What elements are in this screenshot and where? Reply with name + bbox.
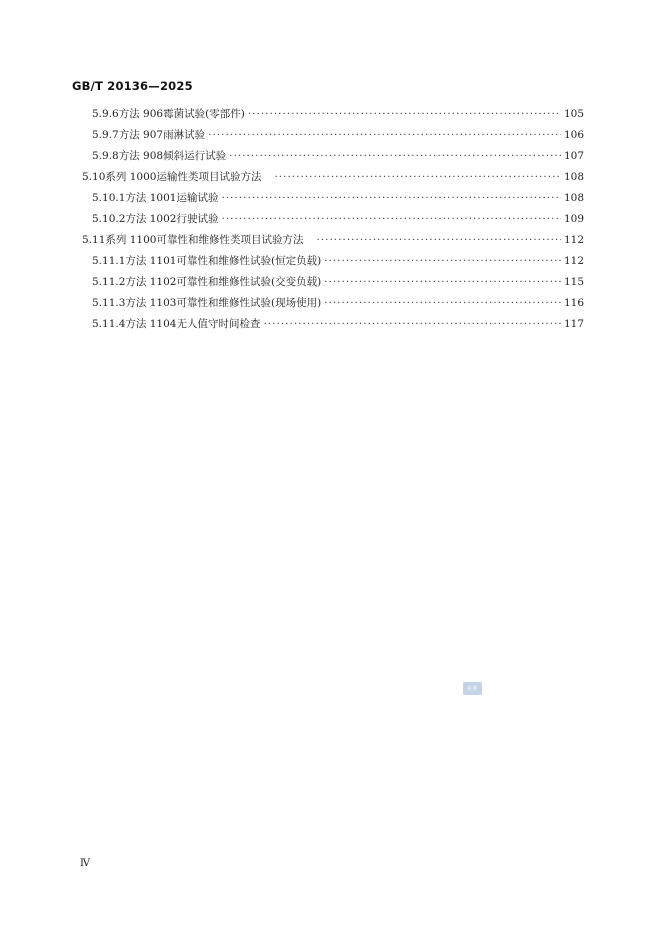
toc-entry-page: 116 xyxy=(564,297,585,309)
toc-entry-page: 109 xyxy=(564,213,585,225)
toc-entry[interactable] xyxy=(92,293,584,313)
dot-leader xyxy=(274,167,561,187)
toc-entry-method: 方法 1102 xyxy=(125,276,177,288)
toc-entry[interactable] xyxy=(92,314,584,334)
toc-entry-page: 106 xyxy=(564,129,585,141)
dot-leader xyxy=(208,125,561,145)
toc-entry-title: 可靠性和维修性试验(恒定负载) xyxy=(176,255,322,267)
toc-entry[interactable] xyxy=(92,146,584,166)
toc-entry-method: 方法 1002 xyxy=(125,213,177,225)
toc-entry-page: 105 xyxy=(564,108,585,120)
toc-entry-title: 霉菌试验(零部件) xyxy=(163,108,245,120)
toc-entry-title: 运输性类项目试验方法 xyxy=(156,171,262,183)
toc-entry-title: 倾斜运行试验 xyxy=(163,150,227,162)
dot-leader xyxy=(248,104,561,124)
toc-entry-number: 5.10 xyxy=(82,171,106,183)
toc-entry-method: 方法 1103 xyxy=(125,297,177,309)
dot-leader xyxy=(263,314,561,334)
toc-entry-number: 5.10.1 xyxy=(92,192,126,204)
toc-entry-title: 行驶试验 xyxy=(176,213,219,225)
dot-leader xyxy=(324,251,561,271)
toc-entry-method: 方法 1001 xyxy=(125,192,177,204)
watermark-label: 标准 xyxy=(467,686,478,692)
dot-leader xyxy=(316,230,561,250)
toc-entry-number: 5.11.2 xyxy=(92,276,126,288)
toc-entry-number: 5.11.4 xyxy=(92,318,126,330)
toc-entry-page: 115 xyxy=(564,276,585,288)
toc-entry[interactable] xyxy=(92,251,584,271)
toc-entry-number: 5.9.8 xyxy=(92,150,119,162)
dot-leader xyxy=(229,146,561,166)
toc-entry-page: 112 xyxy=(564,255,585,267)
toc-entry-method: 方法 1101 xyxy=(125,255,177,267)
toc-entry-page: 108 xyxy=(564,171,585,183)
standard-code-header: GB/T 20136—2025 xyxy=(72,79,193,93)
toc-entry-title: 运输试验 xyxy=(176,192,219,204)
toc-entry-page: 107 xyxy=(564,150,585,162)
dot-leader xyxy=(324,272,561,292)
toc-entry[interactable] xyxy=(92,209,584,229)
toc-entry-method: 方法 908 xyxy=(118,150,164,162)
toc-entry-page: 117 xyxy=(564,318,585,330)
toc-entry-number: 5.11.1 xyxy=(92,255,126,267)
toc-entry-title: 可靠性和维修性试验(交变负载) xyxy=(176,276,322,288)
dot-leader xyxy=(221,209,561,229)
watermark-logo xyxy=(463,682,482,695)
page-number-footer: Ⅳ xyxy=(80,858,90,869)
toc-entry-title: 可靠性和维修性类项目试验方法 xyxy=(156,234,304,246)
toc-entry[interactable] xyxy=(82,230,584,250)
dot-leader xyxy=(221,188,561,208)
toc-entry[interactable] xyxy=(92,272,584,292)
toc-entry-title: 雨淋试验 xyxy=(163,129,206,141)
toc-entry-number: 5.11 xyxy=(82,234,106,246)
toc-entry[interactable] xyxy=(92,188,584,208)
toc-entry[interactable] xyxy=(92,104,584,124)
toc-entry[interactable] xyxy=(92,125,584,145)
toc-entry-method: 方法 907 xyxy=(118,129,164,141)
toc-entry-method: 方法 1104 xyxy=(125,318,177,330)
toc-entry-title: 无人值守时间检查 xyxy=(176,318,261,330)
toc-entry-page: 108 xyxy=(564,192,585,204)
toc-entry-method: 系列 1100 xyxy=(105,234,157,246)
toc-entry-method: 系列 1000 xyxy=(105,171,157,183)
toc-entry-page: 112 xyxy=(564,234,585,246)
toc-entry-title: 可靠性和维修性试验(现场使用) xyxy=(176,297,322,309)
toc-entry-method: 方法 906 xyxy=(118,108,164,120)
toc-entry[interactable] xyxy=(82,167,584,187)
toc-entry-number: 5.11.3 xyxy=(92,297,126,309)
toc-entry-number: 5.9.6 xyxy=(92,108,119,120)
dot-leader xyxy=(324,293,561,313)
toc-entry-number: 5.10.2 xyxy=(92,213,126,225)
toc-entry-number: 5.9.7 xyxy=(92,129,119,141)
